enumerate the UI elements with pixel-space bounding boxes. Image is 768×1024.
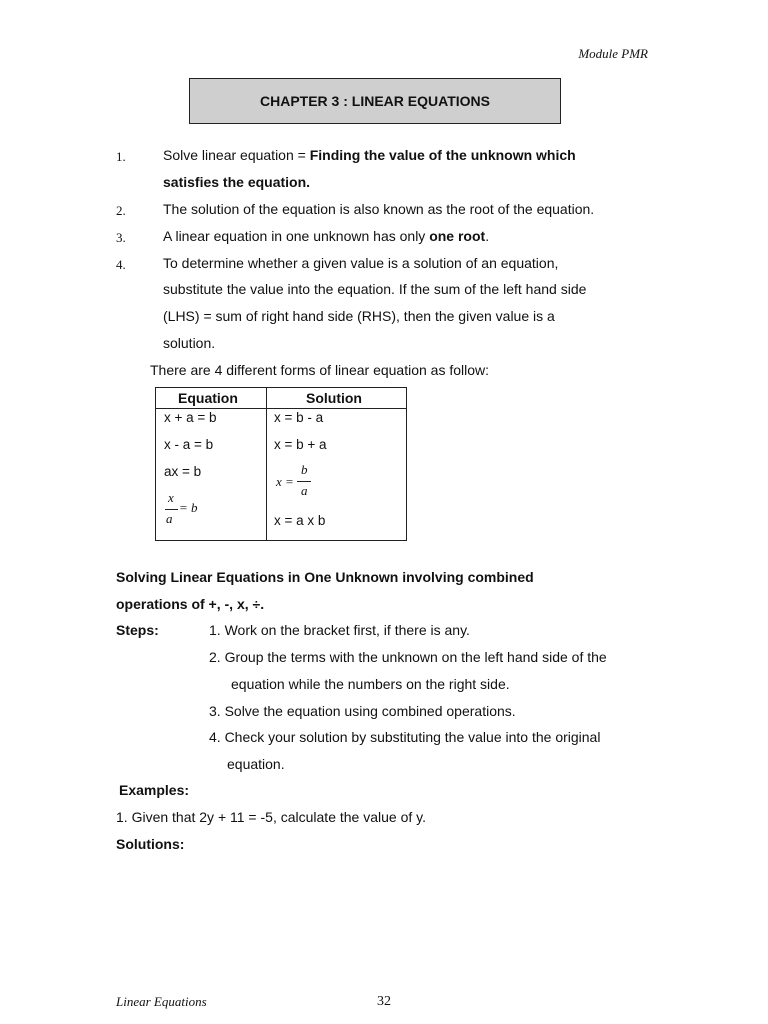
solutions-label: Solutions:: [116, 836, 185, 852]
forms-table: [155, 387, 407, 541]
steps-label: Steps:: [116, 622, 159, 638]
fraction-denominator: a: [301, 483, 308, 498]
fraction-x-over-a: [164, 490, 224, 530]
point-1-plain: Solve linear equation =: [163, 147, 310, 163]
point-4-line: substitute the value into the equation. If the sum of the left hand side: [163, 281, 587, 297]
footer-chapter-name: Linear Equations: [116, 994, 207, 1009]
point-3-end: .: [485, 228, 490, 244]
table-cell-solution: x = a x b: [274, 513, 326, 528]
step-item: 4. Check your solution by substituting the value into the original: [209, 729, 601, 745]
step-item: 1. Work on the bracket first, if there is any.: [209, 622, 470, 638]
step-item-continued: equation.: [227, 756, 285, 772]
step-item-continued: equation while the numbers on the right side.: [231, 676, 510, 692]
point-3-plain: A linear equation in one unknown has only: [163, 228, 430, 244]
chapter-title: CHAPTER 3 : LINEAR EQUATIONS: [189, 78, 561, 124]
page-number: 32: [377, 994, 391, 1009]
point-2-text: The solution of the equation is also known as the root of the equation.: [163, 201, 595, 217]
step-item: 2. Group the terms with the unknown on the left hand side of the: [209, 649, 607, 665]
point-number: 4.: [116, 257, 126, 272]
point-1-line-1: [163, 147, 576, 163]
step-item: 3. Solve the equation using combined operations.: [209, 703, 516, 719]
section-heading: Solving Linear Equations in One Unknown involving combined: [116, 569, 534, 585]
point-4-line: To determine whether a given value is a solution of an equation,: [163, 255, 559, 271]
example-1: 1. Given that 2y + 11 = -5, calculate the value of y.: [116, 809, 426, 825]
module-tag: Module PMR: [578, 46, 648, 61]
table-cell-equation: ax = b: [164, 464, 202, 479]
point-number: 1.: [116, 149, 126, 164]
point-1-line-2: [163, 174, 310, 190]
table-cell-equation: x - a = b: [164, 437, 214, 452]
point-number: 3.: [116, 230, 126, 245]
section-heading-2: operations of +, -, x, ÷.: [116, 596, 265, 612]
point-3-text: [163, 228, 489, 244]
fraction-numerator: b: [301, 462, 308, 477]
point-4-line: (LHS) = sum of right hand side (RHS), then the given value is a: [163, 308, 555, 324]
table-header-solution: Solution: [306, 390, 362, 406]
fraction-rhs: = b: [179, 500, 198, 515]
table-cell-solution: x = b - a: [274, 410, 324, 425]
forms-intro: There are 4 different forms of linear equation as follow:: [150, 362, 490, 378]
point-number: 2.: [116, 203, 126, 218]
fraction-b-over-a: [276, 462, 336, 502]
table-header-equation: Equation: [178, 390, 238, 406]
point-1-bold-2: satisfies the equation.: [163, 174, 311, 190]
point-4-line: solution.: [163, 335, 216, 351]
fraction-lhs: x =: [276, 474, 294, 489]
point-3-bold: one root: [429, 228, 486, 244]
examples-label: Examples:: [119, 782, 190, 798]
fraction-denominator: a: [166, 511, 173, 526]
table-cell-solution: x = b + a: [274, 437, 327, 452]
table-cell-equation: x + a = b: [164, 410, 217, 425]
fraction-numerator: x: [168, 490, 174, 505]
point-1-bold: Finding the value of the unknown which: [309, 147, 576, 163]
